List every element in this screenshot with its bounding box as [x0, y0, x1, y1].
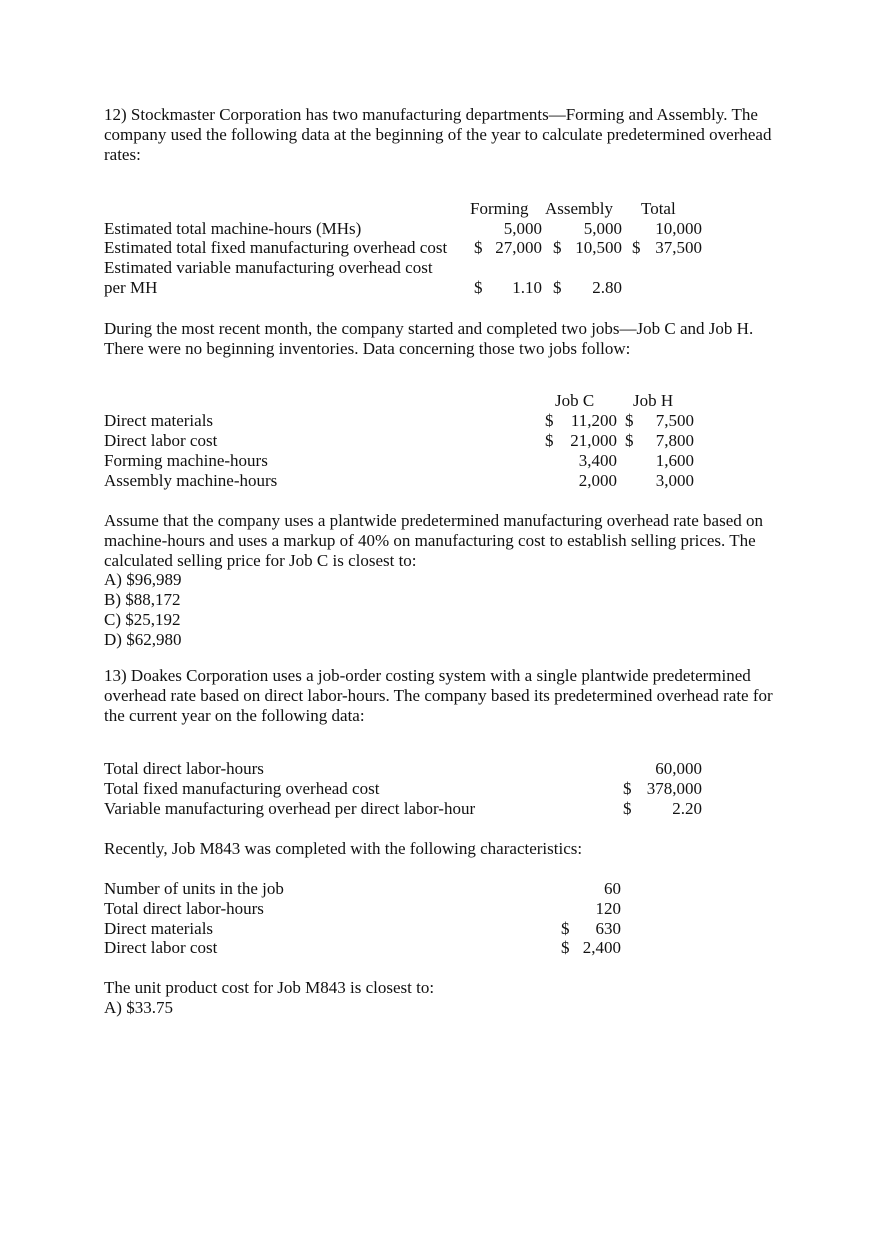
row-label: Number of units in the job: [104, 879, 284, 898]
cell-value: 2.20: [672, 799, 702, 818]
cell-job-c: 3,400: [578, 451, 617, 470]
row-label: Total fixed manufacturing overhead cost: [104, 779, 380, 798]
header-assembly: Assembly: [545, 199, 613, 218]
cell-value: 2,400: [582, 938, 621, 957]
cell-forming: 5,000: [503, 219, 542, 238]
header-job-h: Job H: [633, 391, 674, 410]
answer-option: C) $25,192: [104, 610, 181, 629]
currency-symbol: $: [632, 238, 641, 257]
cell-assembly: 5,000: [583, 219, 622, 238]
row-label: Direct materials: [104, 411, 214, 430]
cell-value: 60: [604, 879, 621, 898]
currency-symbol: $: [561, 938, 570, 957]
q13-question: The unit product cost for Job M843 is closest to:: [104, 978, 435, 997]
cell-total: 37,500: [655, 238, 702, 257]
header-job-c: Job C: [555, 391, 595, 410]
row-label: Variable manufacturing overhead per direct labor-hour: [104, 799, 476, 818]
q12-jobs-intro: During the most recent month, the company started and completed two jobs—Job C and Job H. There were no beginning inventories. Data concerning those two jobs follow:: [104, 319, 754, 358]
answer-option: B) $88,172: [104, 590, 181, 609]
row-label: Estimated total machine-hours (MHs): [104, 219, 362, 238]
cell-value: 120: [595, 899, 621, 918]
cell-job-h: 7,800: [655, 431, 694, 450]
cell-job-c: 11,200: [570, 411, 617, 430]
currency-symbol: $: [474, 278, 483, 297]
cell-job-h: 3,000: [655, 471, 694, 490]
row-label: Assembly machine-hours: [104, 471, 278, 490]
cell-assembly: 2.80: [592, 278, 622, 297]
cell-job-c: 21,000: [570, 431, 617, 450]
cell-value: 60,000: [655, 759, 702, 778]
header-forming: Forming: [470, 199, 529, 218]
cell-total: 10,000: [655, 219, 702, 238]
q12-question: Assume that the company uses a plantwide predetermined manufacturing overhead rate based on machine-hours and uses a markup of 40% on manufacturing cost to establish selling prices. The calculated selling price for Job C is closest to:: [104, 511, 763, 570]
row-label-cont: per MH: [104, 278, 158, 297]
currency-symbol: $: [623, 779, 632, 798]
currency-symbol: $: [545, 411, 554, 430]
answer-option: A) $33.75: [104, 998, 173, 1017]
cell-forming: 1.10: [512, 278, 542, 297]
q13-job-intro: Recently, Job M843 was completed with the following characteristics:: [104, 839, 583, 858]
row-label: Forming machine-hours: [104, 451, 268, 470]
row-label: Estimated variable manufacturing overhead cost: [104, 258, 433, 277]
cell-assembly: 10,500: [575, 238, 622, 257]
cell-value: 630: [595, 919, 621, 938]
cell-job-h: 7,500: [655, 411, 694, 430]
currency-symbol: $: [474, 238, 483, 257]
currency-symbol: $: [623, 799, 632, 818]
currency-symbol: $: [545, 431, 554, 450]
answer-option: D) $62,980: [104, 630, 182, 649]
cell-job-h: 1,600: [655, 451, 694, 470]
answer-option: A) $96,989: [104, 570, 182, 589]
header-total: Total: [641, 199, 676, 218]
currency-symbol: $: [625, 431, 634, 450]
row-label: Total direct labor-hours: [104, 899, 264, 918]
currency-symbol: $: [553, 238, 562, 257]
cell-forming: 27,000: [495, 238, 542, 257]
row-label: Estimated total fixed manufacturing overhead cost: [104, 238, 448, 257]
row-label: Direct labor cost: [104, 431, 218, 450]
cell-value: 378,000: [646, 779, 702, 798]
currency-symbol: $: [561, 919, 570, 938]
currency-symbol: $: [625, 411, 634, 430]
row-label: Direct labor cost: [104, 938, 218, 957]
row-label: Total direct labor-hours: [104, 759, 264, 778]
cell-job-c: 2,000: [578, 471, 617, 490]
q13-intro: 13) Doakes Corporation uses a job-order costing system with a single plantwide predetermined overhead rate based on direct labor-hours. The company based its predetermined overhead rate for the current year on the following data:: [104, 666, 773, 725]
currency-symbol: $: [553, 278, 562, 297]
q12-intro: 12) Stockmaster Corporation has two manufacturing departments—Forming and Assembly. The company used the following data at the beginning of the year to calculate predetermined overhead rates:: [104, 105, 772, 164]
row-label: Direct materials: [104, 919, 214, 938]
